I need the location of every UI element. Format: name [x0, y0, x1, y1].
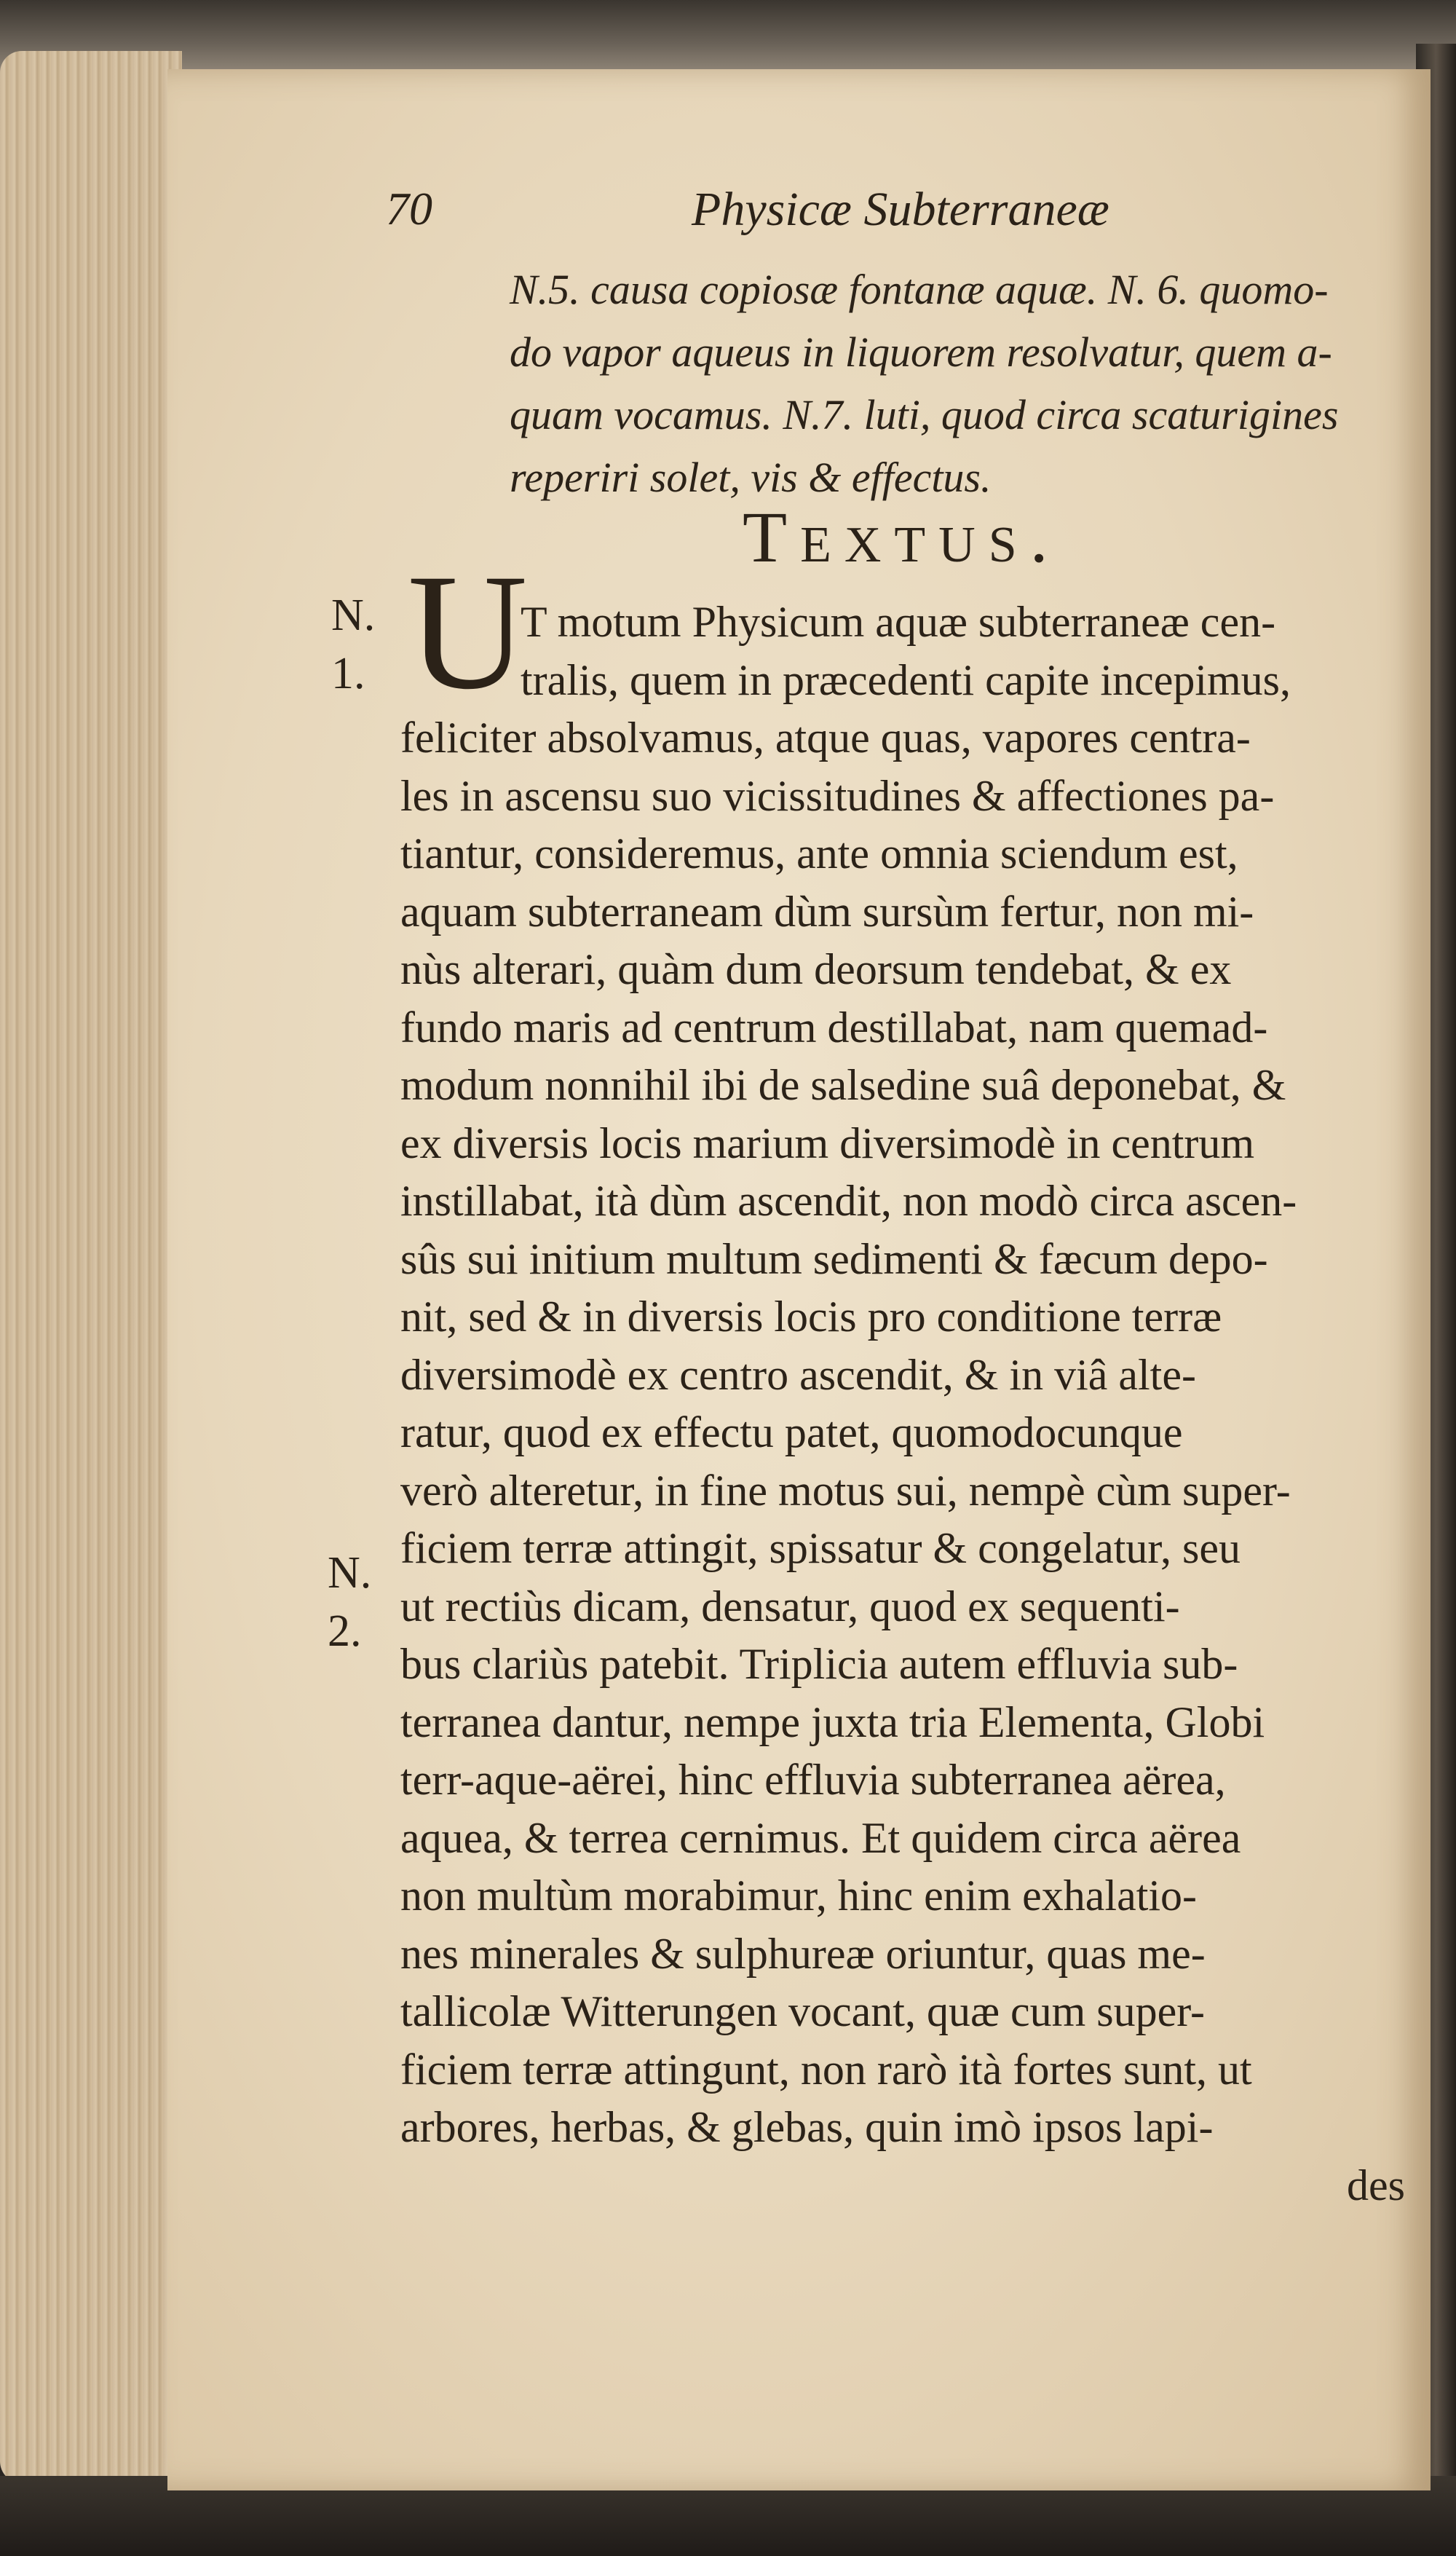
body-line: fundo maris ad centrum destillabat, nam quemad-	[400, 1003, 1268, 1052]
body-line: ratur, quod ex effectu patet, quomodocunque	[400, 1408, 1183, 1456]
body-line: feliciter absolvamus, atque quas, vapores centra-	[400, 714, 1251, 762]
body-line: nùs alterari, quàm dum deorsum tendebat, & ex	[400, 945, 1232, 993]
body-line: T motum Physicum aquæ subterraneæ cen-	[521, 598, 1276, 646]
body-line: bus clariùs patebit. Triplicia autem effluvia sub-	[400, 1640, 1238, 1688]
body-line: ut rectiùs dicam, densatur, quod ex sequenti-	[400, 1582, 1180, 1630]
body-line: diversimodè ex centro ascendit, & in viâ alte-	[400, 1350, 1196, 1399]
marginal-number: 1.	[331, 649, 365, 698]
summary-line: do vapor aqueus in liquorem resolvatur, quem a-	[510, 328, 1332, 376]
summary-line: quam vocamus. N.7. luti, quod circa scaturigines	[510, 391, 1339, 438]
book-top-edge	[0, 0, 1456, 80]
body-line: terranea dantur, nempe juxta tria Elementa, Globi	[400, 1697, 1265, 1746]
body-line: ficiem terræ attingunt, non rarò ità fortes sunt, ut	[400, 2045, 1252, 2094]
marginal-note-1	[331, 586, 375, 703]
drop-cap: U	[408, 540, 528, 724]
body-line: arbores, herbas, & glebas, quin imò ipsos lapi-	[400, 2103, 1214, 2151]
summary-line: reperiri solet, vis & effectus.	[510, 454, 992, 501]
body-line-catchword: des	[1347, 2161, 1405, 2209]
section-title: Textus.	[743, 497, 1061, 577]
body-line: verò alteretur, in fine motus sui, nempè cùm super-	[400, 1466, 1291, 1515]
body-line: ficiem terræ attingit, spissatur & congelatur, seu	[400, 1524, 1241, 1572]
running-head	[386, 182, 1405, 248]
body-line: modum nonnihil ibi de salsedine suâ deponebat, &	[400, 1061, 1286, 1109]
body-line: terr-aque-aërei, hinc effluvia subterranea aërea,	[400, 1756, 1226, 1804]
marginal-label: N.	[331, 591, 376, 640]
body-line: tallicolæ Witterungen vocant, quæ cum super-	[400, 1987, 1206, 2035]
running-head-title: Physicæ Subterraneæ	[692, 183, 1109, 236]
body-line: tralis, quem in præcedenti capite incepimus,	[521, 655, 1291, 704]
body-line: sûs sui initium multum sedimenti & fæcum depo-	[400, 1234, 1268, 1283]
body-text	[400, 593, 1412, 2214]
chapter-summary	[510, 259, 1412, 509]
body-line: ex diversis locis marium diversimodè in centrum	[400, 1119, 1255, 1167]
body-line: nes minerales & sulphureæ oriuntur, quas me-	[400, 1929, 1206, 1978]
body-line: nit, sed & in diversis locis pro conditione terræ	[400, 1293, 1222, 1341]
page-number: 70	[386, 183, 432, 234]
body-line: tiantur, consideremus, ante omnia sciendum est,	[400, 829, 1238, 877]
body-line: aquam subterraneam dùm sursùm fertur, non mi-	[400, 887, 1254, 936]
body-line: les in ascensu suo vicissitudines & affectiones pa-	[400, 771, 1275, 820]
page-edges	[0, 51, 182, 2483]
summary-line: N.5. causa copiosæ fontanæ aquæ. N. 6. quomo-	[510, 266, 1329, 313]
body-line: aquea, & terrea cernimus. Et quidem circa aërea	[400, 1813, 1241, 1862]
marginal-label: N.	[328, 1548, 372, 1598]
body-line: instillabat, ità dùm ascendit, non modò circa ascen-	[400, 1177, 1297, 1225]
marginal-note-2	[328, 1544, 371, 1660]
body-line: non multùm morabimur, hinc enim exhalatio-	[400, 1871, 1198, 1920]
marginal-number: 2.	[328, 1606, 362, 1656]
